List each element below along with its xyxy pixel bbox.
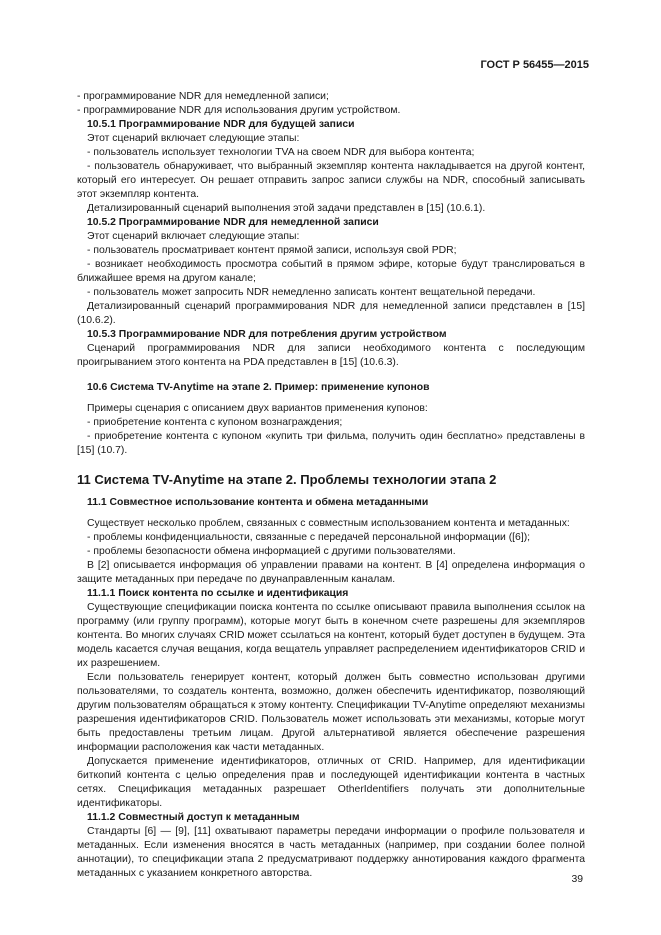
paragraph: Детализированный сценарий выполнения этой задачи представлен в [15] (10.6.1). — [87, 203, 486, 214]
paragraph: Этот сценарий включает следующие этапы: — [87, 231, 300, 242]
paragraph: Этот сценарий включает следующие этапы: — [87, 133, 300, 144]
section-heading-11-1-1: 11.1.1 Поиск контента по ссылке и идентификация — [87, 588, 349, 599]
paragraph: Детализированный сценарий программирования NDR для немедленной записи представлен в [15] (10.6.2). — [77, 301, 585, 326]
page-body — [77, 90, 585, 881]
list-item: - программирование NDR для немедленной записи; — [77, 91, 329, 102]
list-item: - проблемы безопасности обмена информацией с другими пользователями. — [87, 546, 456, 557]
list-item: - программирование NDR для использования другим устройством. — [77, 105, 401, 116]
paragraph: В [2] описывается информация об управлении правами на контент. В [4] определена информация о защите метаданных при передаче по двунаправленным каналам. — [77, 560, 585, 585]
paragraph: Сценарий программирования NDR для записи необходимого контента с последующим проигрыванием этого контента на PDA представлен в [15] (10.6.3). — [77, 343, 585, 368]
section-heading-11-1-2: 11.1.2 Совместный доступ к метаданным — [87, 812, 300, 823]
paragraph: Существующие спецификации поиска контента по ссылке описывают правила выполнения ссылок на программу (или группу программ), которые могут быть в конечном счете разрешены для экземпляров контента. Во многих случаях CRID может ссылаться на контент, который будет доступен в будущем. Эта модель касается случая вещания, когда вещатель управляет распределением идентификаторов CRID и их разрешением. — [77, 602, 585, 669]
paragraph: Допускается применение идентификаторов, отличных от CRID. Например, для идентификации биткопий контента с целью определения прав и последующей идентификации контента в частных сетях. Спецификация метаданных разрешает OtherIdentifiers получать эти дополнительные идентификаторы. — [77, 756, 585, 809]
paragraph: Если пользователь генерирует контент, который должен быть совместно использован другими пользователями, то создатель контента, возможно, должен обеспечить идентификатор, позволяющий другим пользователям обращаться к этому контенту. Спецификации TV-Anytime определяют механизмы разрешения идентификаторов CRID. Пользователь может использовать эти механизмы, которые могут быть предоставлены третьим лицам. Другой альтернативой является обеспечение разрешения информации расположения как части метаданных. — [77, 672, 585, 753]
list-item: - приобретение контента с купоном «купить три фильма, получить один бесплатно» представлены в [15] (10.7). — [77, 431, 585, 456]
list-item: - проблемы конфиденциальности, связанные с передачей персональной информации ([6]); — [87, 532, 531, 543]
list-item: - пользователь использует технологии TVA на своем NDR для выбора контента; — [87, 147, 475, 158]
chapter-heading-11: 11 Система TV-Anytime на этапе 2. Проблемы технологии этапа 2 — [77, 472, 497, 487]
section-heading-11-1: 11.1 Совместное использование контента и обмена метаданными — [87, 497, 429, 508]
section-heading-10-5-3: 10.5.3 Программирование NDR для потребления другим устройством — [87, 329, 447, 340]
page-number: 39 — [571, 874, 583, 885]
list-item: - пользователь обнаруживает, что выбранный экземпляр контента накладывается на другой контент, который его интересует. Он решает отправить запрос записи службы на NDR, способный записывать этот экземпляр контента. — [77, 161, 585, 200]
document-id-header: ГОСТ Р 56455—2015 — [480, 59, 589, 71]
paragraph: Существует несколько проблем, связанных с совместным использованием контента и метаданных: — [87, 518, 570, 529]
paragraph: Примеры сценария с описанием двух вариантов применения купонов: — [87, 403, 428, 414]
section-heading-10-5-2: 10.5.2 Программирование NDR для немедленной записи — [87, 217, 379, 228]
list-item: - пользователь просматривает контент прямой записи, используя свой PDR; — [87, 245, 457, 256]
section-heading-10-5-1: 10.5.1 Программирование NDR для будущей записи — [87, 119, 355, 130]
list-item: - возникает необходимость просмотра событий в прямом эфире, которые будут транслироваться в ближайшее время на другом канале; — [77, 259, 585, 284]
section-heading-10-6: 10.6 Система TV-Anytime на этапе 2. Пример: применение купонов — [87, 382, 430, 393]
paragraph: Стандарты [6] — [9], [11] охватывают параметры передачи информации о профиле пользователя и метаданных. Если изменения вносятся в часть метаданных (например, при создании более полной аннотации), то спецификации этапа 2 предусматривают поддержку аннотирования каждого фрагмента метаданных с указанием конкретного авторства. — [77, 826, 585, 879]
list-item: - пользователь может запросить NDR немедленно записать контент вещательной передачи. — [87, 287, 536, 298]
list-item: - приобретение контента с купоном вознаграждения; — [87, 417, 343, 428]
